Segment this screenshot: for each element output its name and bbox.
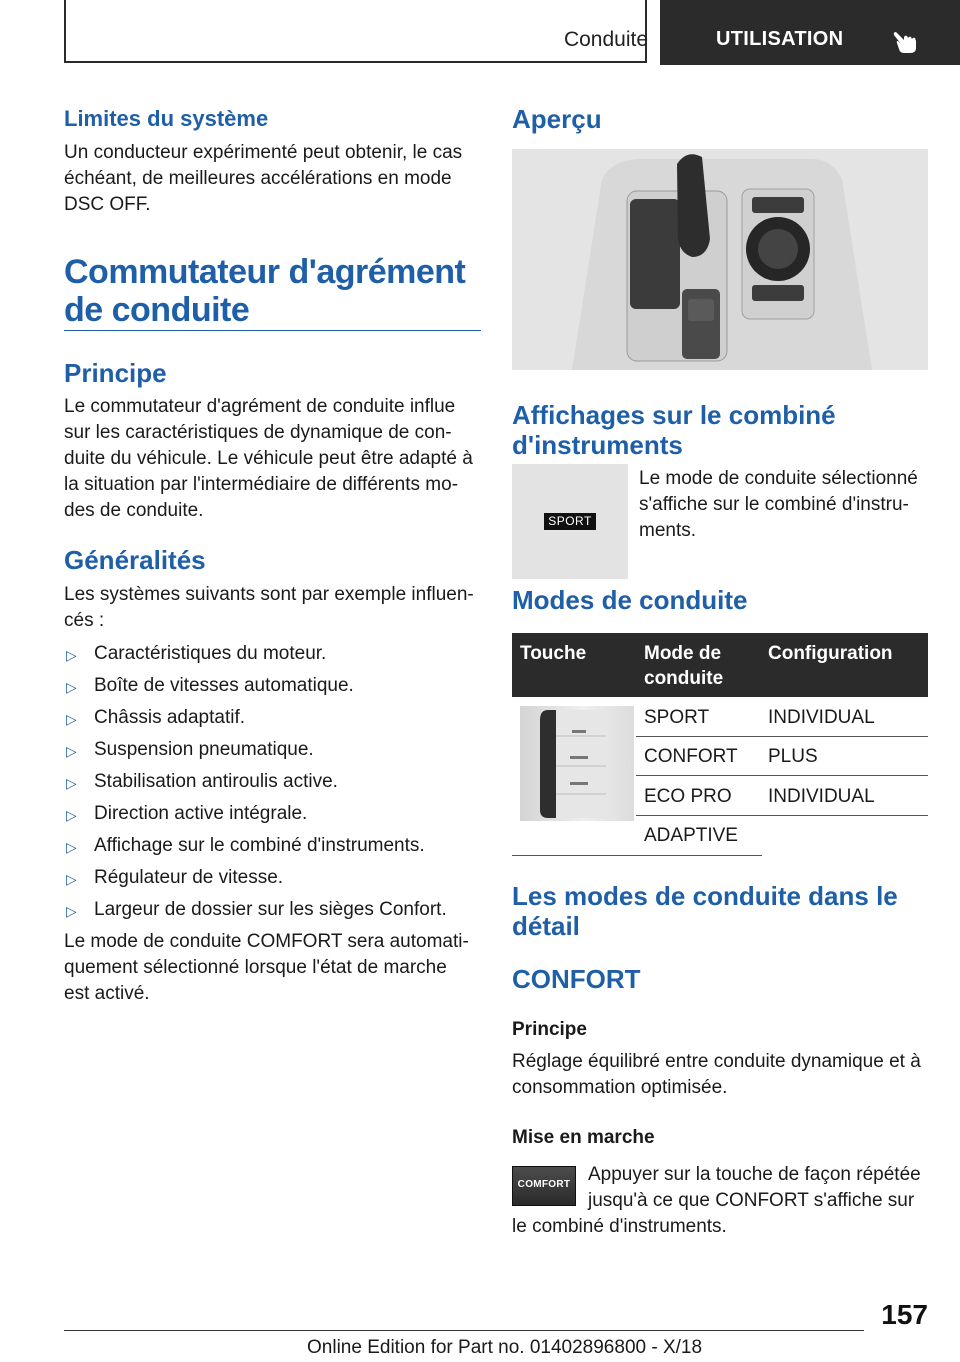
page-number: 157 [881,1299,928,1330]
column-header-touche: Touche [520,643,587,664]
text-line: Appuyer sur la touche de façon répétée [588,1164,921,1185]
triangle-bullet-icon: ▷ [66,743,77,759]
header-section-title: Conduite [563,28,648,51]
text-line: DSC OFF. [64,194,151,215]
center-console-photo [512,149,928,370]
title-line: de conduite [64,291,250,329]
header-section-box [64,0,647,63]
text-line: Un conducteur expérimenté peut obtenir, le cas [64,142,463,163]
triangle-bullet-icon: ▷ [66,839,77,855]
instrument-display-image [512,464,628,579]
triangle-bullet-icon: ▷ [66,711,77,727]
apercu-heading: Aperçu [512,104,602,134]
title-underline [64,330,481,331]
triangle-bullet-icon: ▷ [66,903,77,919]
principe-heading: Principe [64,358,167,388]
list-item: ▷ Suspension pneumatique. [64,737,484,769]
limits-paragraph [64,140,484,218]
text-line: est activé. [64,983,150,1004]
text-line: la situation par l'intermédiaire de différents mo- [64,474,459,495]
generalites-heading: Généralités [64,545,206,575]
confort-principe-paragraph [512,1049,932,1101]
table-cell-mode: SPORT [644,707,710,728]
heading-line: Affichages sur le combiné [512,400,836,430]
comfort-button-label: COMFORT [517,1179,571,1190]
heading-line: détail [512,911,580,941]
footer-edition: Online Edition for Part no. 01402896800 - X/18 [307,1337,703,1358]
confort-heading: CONFORT [512,964,641,994]
text-line: Le mode de conduite COMFORT sera automati- [64,931,469,952]
column-header-configuration: Configuration [768,643,893,664]
text-line: ments. [639,520,697,541]
heading-line: d'instruments [512,430,683,460]
header-chapter-title: UTILISATION [716,28,844,50]
text-line: Les systèmes suivants sont par exemple influen- [64,584,474,605]
mode-buttons-image [520,706,634,821]
comfort-button-image [512,1166,576,1206]
list-item: ▷ Régulateur de vitesse. [64,865,484,897]
list-item: ▷ Direction active intégrale. [64,801,484,833]
marche-paragraph-b [512,1214,932,1240]
main-title [64,253,465,329]
text-line: le combiné d'instruments. [512,1216,727,1237]
list-item: ▷ Largeur de dossier sur les sièges Confort. [64,897,484,929]
marche-paragraph-a [588,1162,933,1214]
text-line: sur les caractéristiques de dynamique de con- [64,422,452,443]
table-cell-config: PLUS [768,746,818,767]
column-header-mode: Mode de conduite [644,643,724,689]
text-line: s'affiche sur le combiné d'instru- [639,494,909,515]
principe-paragraph [64,394,484,524]
table-row-divider [636,775,928,776]
console-illustration [512,149,928,370]
table-cell-mode: ADAPTIVE [644,825,738,846]
list-item: ▷ Affichage sur le combiné d'instruments. [64,833,484,865]
triangle-bullet-icon: ▷ [66,679,77,695]
table-row-divider [636,736,928,737]
detail-heading [512,881,898,941]
text-line: duite du véhicule. Le véhicule peut être adapté à [64,448,473,469]
table-cell-mode: ECO PRO [644,786,732,807]
principe-subheading: Principe [512,1019,587,1040]
text-line: cés : [64,610,105,631]
text-line: des de conduite. [64,500,204,521]
table-cell-config: INDIVIDUAL [768,786,875,807]
text-line: Le commutateur d'agrément de conduite influe [64,396,456,417]
mode-buttons-illustration [520,706,634,821]
triangle-bullet-icon: ▷ [66,807,77,823]
text-line: Le mode de conduite sélectionné [639,468,918,489]
table-bottom-rule [512,855,762,856]
text-line: échéant, de meilleures accélérations en mode [64,168,452,189]
triangle-bullet-icon: ▷ [66,871,77,887]
affichages-paragraph [639,466,929,544]
title-line: Commutateur d'agrément [64,253,466,291]
table-cell-mode: CONFORT [644,746,738,767]
limits-heading: Limites du système [64,106,269,131]
text-line: Réglage équilibré entre conduite dynamique et à [512,1051,921,1072]
heading-line: Les modes de conduite dans le [512,881,898,911]
affichages-heading [512,400,836,460]
sport-mode-badge: SPORT [544,513,596,530]
mise-en-marche-subheading: Mise en marche [512,1127,655,1148]
table-cell-config: INDIVIDUAL [768,707,875,728]
footer-rule [64,1330,864,1331]
list-item: ▷ Caractéristiques du moteur. [64,641,484,673]
text-line: quement sélectionné lorsque l'état de marche [64,957,447,978]
closing-paragraph [64,929,484,1007]
list-item: ▷ Châssis adaptatif. [64,705,484,737]
text-line: consommation optimisée. [512,1077,728,1098]
list-item: ▷ Stabilisation antiroulis active. [64,769,484,801]
system-list [64,641,484,929]
triangle-bullet-icon: ▷ [66,647,77,663]
text-line: jusqu'à ce que CONFORT s'affiche sur [588,1190,915,1211]
triangle-bullet-icon: ▷ [66,775,77,791]
list-item: ▷ Boîte de vitesses automatique. [64,673,484,705]
modes-heading: Modes de conduite [512,585,748,615]
table-row-divider [636,815,928,816]
generalites-paragraph [64,582,484,634]
pointing-hand-icon [892,28,922,54]
